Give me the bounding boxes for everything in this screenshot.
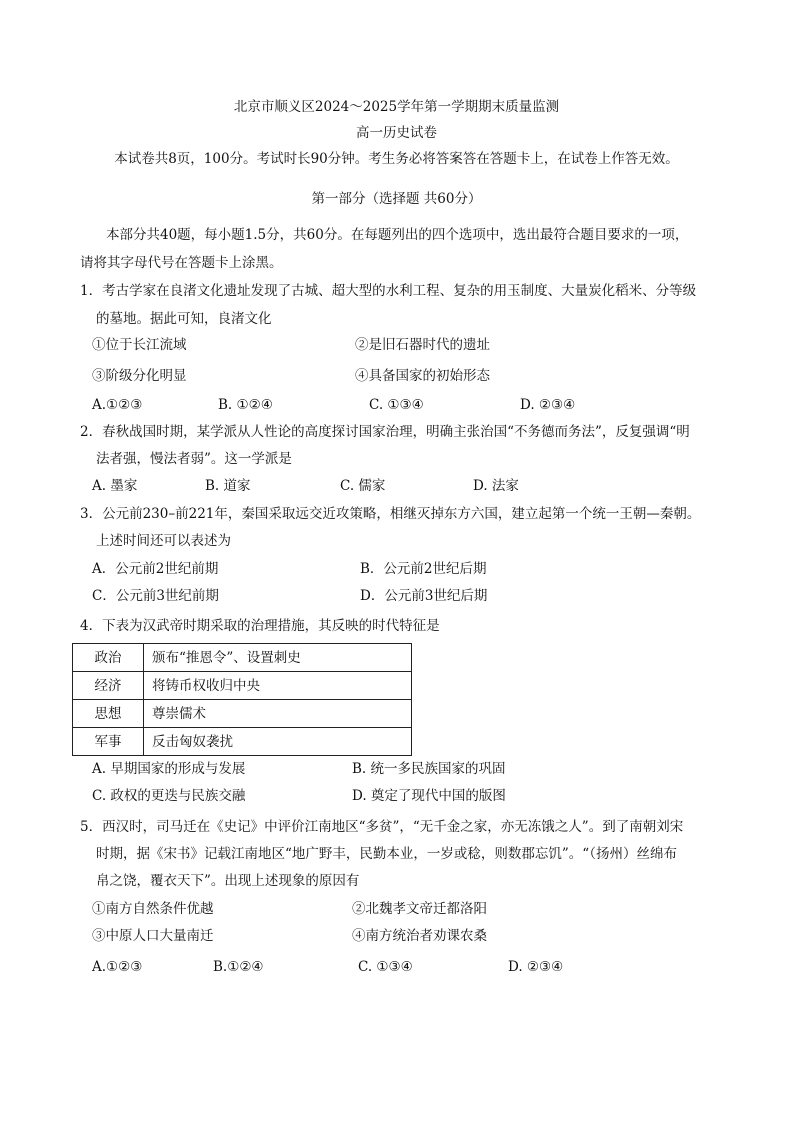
q2-option-b: B. 道家 [205,478,251,494]
q4-option-a: A. 早期国家的形成与发展 [92,761,246,777]
q2-option-d: D. 法家 [473,478,519,494]
q1-statement-2: ②是旧石器时代的遗址 [355,337,490,353]
table-cell-category: 思想 [73,700,144,728]
q5-statement-2: ②北魏孝文帝迁都洛阳 [352,901,487,917]
q4-option-c: C. 政权的更迭与民族交融 [92,788,246,804]
q3-option-b: B．公元前2世纪后期 [360,561,487,577]
table-row [73,644,412,672]
table-cell-measure: 颁布“推恩令”、设置刺史 [144,644,412,672]
table-row [73,700,412,728]
table-cell-measure: 将铸币权收归中央 [144,672,412,700]
table-row [73,672,412,700]
q3-option-c: C．公元前3世纪前期 [92,588,219,604]
q1-stem-line2: 的墓地。据此可知，良渚文化 [96,311,272,327]
q5-option-d: D. ②③④ [508,959,564,975]
q2-option-c: C. 儒家 [340,478,386,494]
q1-option-d: D. ②③④ [520,397,576,413]
q3-option-d: D．公元前3世纪后期 [360,588,488,604]
q5-option-b: B.①②④ [213,959,264,975]
q4-option-d: D. 奠定了现代中国的版图 [352,788,506,804]
q5-statement-3: ③中原人口大量南迁 [92,928,214,944]
q1-stem-line1: 1．考古学家在良渚文化遗址发现了古城、超大型的水利工程、复杂的用玉制度、大量炭化稻米、分等级 [80,283,697,299]
q5-stem-line3: 帛之饶，覆衣天下”。出现上述现象的原因有 [96,873,360,889]
q1-statement-3: ③阶级分化明显 [92,368,187,384]
q2-stem-line2: 法者强，慢法者弱”。这一学派是 [96,451,292,467]
q1-statement-4: ④具备国家的初始形态 [355,368,490,384]
table-cell-category: 经济 [73,672,144,700]
q3-stem-line2: 上述时间还可以表述为 [96,533,231,549]
q4-policy-table [72,643,412,756]
q1-option-b: B. ①②④ [218,397,273,413]
q3-option-a: A．公元前2世纪前期 [92,561,219,577]
table-cell-measure: 尊崇儒术 [144,700,412,728]
q4-option-b: B. 统一多民族国家的巩固 [352,761,506,777]
q4-stem-line1: 4．下表为汉武帝时期采取的治理措施，其反映的时代特征是 [80,618,440,634]
table-cell-category: 政治 [73,644,144,672]
table-cell-category: 军事 [73,728,144,756]
q3-stem-line1: 3．公元前230–前221年，秦国采取远交近攻策略，相继灭掉东方六国，建立起第一个统一王朝—秦朝。 [80,506,701,522]
exam-notice: 本试卷共8页，100分。考试时长90分钟。考生务必将答案答在答题卡上，在试卷上作答无效。 [114,151,679,167]
table-cell-measure: 反击匈奴袭扰 [144,728,412,756]
part1-intro-line2: 请将其字母代号在答题卡上涂黑。 [80,255,283,271]
part1-heading: 第一部分（选择题 共60分） [311,191,482,207]
q5-stem-line1: 5．西汉时，司马迁在《史记》中评价江南地区“多贫”，“无千金之家，亦无冻饿之人”。到了南朝刘宋 [80,819,684,835]
exam-title: 北京市顺义区2024～2025学年第一学期期末质量监测 [233,99,560,115]
q2-option-a: A. 墨家 [92,478,138,494]
q5-stem-line2: 时期，据《宋书》记载江南地区“地广野丰，民勤本业，一岁或稔，则数郡忘饥”。“（扬州）丝绵布 [96,846,677,862]
q5-option-c: C. ①③④ [358,959,413,975]
part1-intro-line1: 本部分共40题，每小题1.5分，共60分。在每题列出的四个选项中，选出最符合题目要求的一项， [106,227,689,243]
exam-subtitle: 高一历史试卷 [356,125,437,141]
q1-statement-1: ①位于长江流域 [92,337,187,353]
q1-option-a: A.①②③ [92,397,143,413]
q5-option-a: A.①②③ [92,959,143,975]
q5-statement-4: ④南方统治者劝课农桑 [352,928,487,944]
q2-stem-line1: 2．春秋战国时期，某学派从人性论的高度探讨国家治理，明确主张治国“不务德而务法”，反复强调“明 [80,424,690,440]
q1-option-c: C. ①③④ [369,397,424,413]
q5-statement-1: ①南方自然条件优越 [92,901,214,917]
table-row [73,728,412,756]
